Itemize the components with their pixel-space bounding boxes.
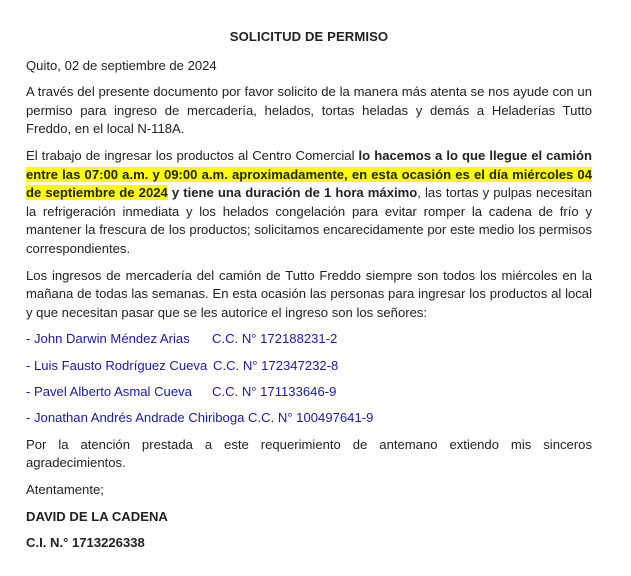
paragraph-request: A través del presente documento por favor solicito de la manera más atenta se nos ayude con un permiso para ingreso de mercadería, helados, tortas heladas y demás a Heladerías Tutto Freddo, en el local N-118A.: [26, 84, 592, 137]
schedule-intro-text: El trabajo de ingresar los productos al Centro Comercial: [26, 147, 359, 163]
person-name: - John Darwin Méndez Arias: [26, 331, 190, 347]
person-id: C.C. N° 172347232-8: [213, 357, 339, 373]
person-name: - Luis Fausto Rodríguez Cueva: [26, 357, 208, 373]
duration-bold-text: y tiene una duración de 1 hora máximo: [167, 185, 418, 201]
schedule-bold-text: lo hacemos a lo que llegue el camión: [358, 147, 592, 163]
paragraph-thanks: Por la atención prestada a este requerimiento de antemano extiendo mis sinceros agradecimientos.: [26, 436, 592, 471]
closing-salutation: Atentamente;: [26, 482, 104, 498]
person-id: C.C. N° 171133646-9: [212, 384, 337, 400]
person-list-item: [26, 383, 592, 402]
person-name: - Pavel Alberto Asmal Cueva: [26, 384, 192, 400]
paragraph-schedule: [26, 147, 592, 259]
person-id: C.C. N° 172188231-2: [212, 331, 338, 347]
person-id: C.C. N° 100497641-9: [248, 410, 374, 426]
person-list-item: [26, 330, 592, 349]
schedule-highlighted-text: entre las 07:00 a.m. y 09:00 a.m. aproximadamente, en esta ocasión es el día miércoles 04 de septiembre de 2024: [26, 166, 592, 201]
document-page: [26, 28, 592, 560]
signer-id: C.I. N.° 1713226338: [26, 535, 145, 551]
person-list-item: [26, 409, 592, 428]
schedule-closing-text: , las tortas y pulpas necesitan la refrigeración inmediata y los helados congelación para evitar romper la cadena de frío y mantener la frescura de los productos; solicitamos encarecidamente por este medio los permisos correspondientes.: [26, 185, 592, 256]
document-title: SOLICITUD DE PERMISO: [229, 29, 389, 44]
signer-name: DAVID DE LA CADENA: [26, 508, 168, 524]
date-line: Quito, 02 de septiembre de 2024: [26, 57, 217, 73]
paragraph-persons-intro: Los ingresos de mercadería del camión de Tutto Freddo siempre son todos los miércoles en la mañana de todas las semanas. En esta ocasión las personas para ingresar los productos al local y que necesitan pasar que se les autorice el ingreso son los señores:: [26, 267, 592, 320]
person-name: - Jonathan Andrés Andrade Chiriboga: [26, 410, 245, 426]
person-list-item: [26, 357, 592, 376]
